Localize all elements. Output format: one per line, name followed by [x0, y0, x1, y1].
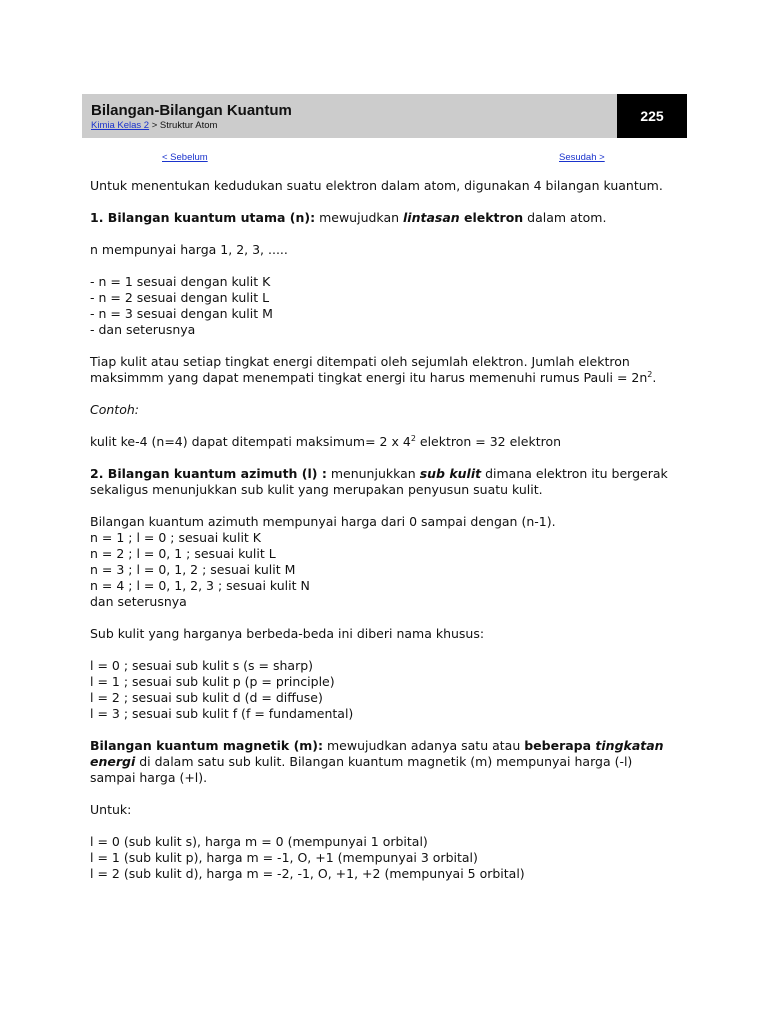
section-3: [90, 738, 690, 754]
azimuth-intro: Bilangan kuantum azimuth mempunyai harga dari 0 sampai dengan (n-1).: [90, 514, 556, 529]
list-item: - n = 3 sesuai dengan kulit M: [90, 306, 273, 321]
pauli-line-1: Tiap kulit atau setiap tingkat energi ditempati oleh sejumlah elektron. Jumlah elektron: [90, 354, 630, 369]
section-2-text: menunjukkan: [326, 466, 420, 481]
breadcrumb-current: Struktur Atom: [159, 120, 218, 131]
list-item: - n = 2 sesuai dengan kulit L: [90, 290, 270, 305]
section-2: [90, 466, 690, 482]
next-link[interactable]: Sesudah >: [559, 152, 605, 163]
list-item: l = 1 (sub kulit p), harga m = -1, O, +1 (mempunyai 3 orbital): [90, 850, 478, 865]
article-body: [90, 178, 690, 882]
example-label: [90, 402, 690, 418]
untuk-label: Untuk:: [90, 802, 132, 817]
list-item: l = 2 (sub kulit d), harga m = -2, -1, O, +1, +2 (mempunyai 5 orbital): [90, 866, 525, 881]
section-3-emphasis: tingkatan: [595, 738, 664, 753]
section-3-line-3: sampai harga (+l).: [90, 770, 208, 785]
section-1-text-end: dalam atom.: [523, 210, 607, 225]
example-text: kulit ke-4 (n=4) dapat ditempati maksimum= 2 x 4: [90, 434, 411, 449]
page-header: [82, 94, 687, 138]
section-1-bold: elektron: [459, 210, 524, 225]
list-item: dan seterusnya: [90, 594, 187, 609]
list-item: n = 2 ; l = 0, 1 ; sesuai kulit L: [90, 546, 276, 561]
section-1-text: mewujudkan: [315, 210, 403, 225]
intro-text: Untuk menentukan kedudukan suatu elektron dalam atom, digunakan 4 bilangan kuantum.: [90, 178, 663, 193]
example-text-end: elektron = 32 elektron: [415, 434, 562, 449]
section-3-bold: beberapa: [524, 738, 596, 753]
list-item: n = 1 ; l = 0 ; sesuai kulit K: [90, 530, 261, 545]
breadcrumb-separator: >: [149, 120, 160, 131]
section-2-text-end: dimana elektron itu bergerak: [481, 466, 668, 481]
section-3-emphasis-2: energi: [90, 754, 136, 769]
list-item: - n = 1 sesuai dengan kulit K: [90, 274, 271, 289]
section-1-heading: 1. Bilangan kuantum utama (n):: [90, 210, 316, 225]
subkulit-intro: Sub kulit yang harganya berbeda-beda ini diberi nama khusus:: [90, 626, 485, 641]
example-exponent: 2: [410, 433, 416, 443]
section-2-line-2: sekaligus menunjukkan sub kulit yang merupakan penyusun suatu kulit.: [90, 482, 543, 497]
n-values: n mempunyai harga 1, 2, 3, .....: [90, 242, 288, 257]
prev-link[interactable]: < Sebelum: [162, 152, 208, 163]
pauli-exponent: 2: [647, 369, 653, 379]
section-1-emphasis: lintasan: [403, 210, 460, 225]
section-3-line-2: [90, 754, 690, 770]
list-item: l = 1 ; sesuai sub kulit p (p = principle): [90, 674, 335, 689]
section-3-heading: Bilangan kuantum magnetik (m):: [90, 738, 324, 753]
section-2-emphasis: sub kulit: [419, 466, 482, 481]
list-item: n = 4 ; l = 0, 1, 2, 3 ; sesuai kulit N: [90, 578, 310, 593]
list-item: l = 0 ; sesuai sub kulit s (s = sharp): [90, 658, 314, 673]
page-title: Bilangan-Bilangan Kuantum: [91, 102, 292, 119]
pauli-text: maksimmm yang dapat menempati tingkat energi itu harus memenuhi rumus Pauli = 2n: [90, 370, 648, 385]
list-item: l = 0 (sub kulit s), harga m = 0 (mempunyai 1 orbital): [90, 834, 428, 849]
section-1: [90, 210, 690, 226]
list-item: l = 3 ; sesuai sub kulit f (f = fundamental): [90, 706, 354, 721]
breadcrumb-link-kimia[interactable]: Kimia Kelas 2: [91, 120, 150, 131]
list-item: - dan seterusnya: [90, 322, 196, 337]
section-2-heading: 2. Bilangan kuantum azimuth (l) :: [90, 466, 327, 481]
section-3-text-2: di dalam satu sub kulit. Bilangan kuantum magnetik (m) mempunyai harga (-l): [135, 754, 633, 769]
breadcrumb: [91, 120, 217, 131]
list-item: n = 3 ; l = 0, 1, 2 ; sesuai kulit M: [90, 562, 296, 577]
page-number: 225: [617, 94, 687, 138]
section-3-text: mewujudkan adanya satu atau: [323, 738, 525, 753]
example-line: [90, 434, 690, 450]
example-label-text: Contoh:: [90, 402, 139, 417]
list-item: l = 2 ; sesuai sub kulit d (d = diffuse): [90, 690, 323, 705]
pauli-line-2: [90, 370, 690, 386]
pauli-period: .: [652, 370, 657, 385]
